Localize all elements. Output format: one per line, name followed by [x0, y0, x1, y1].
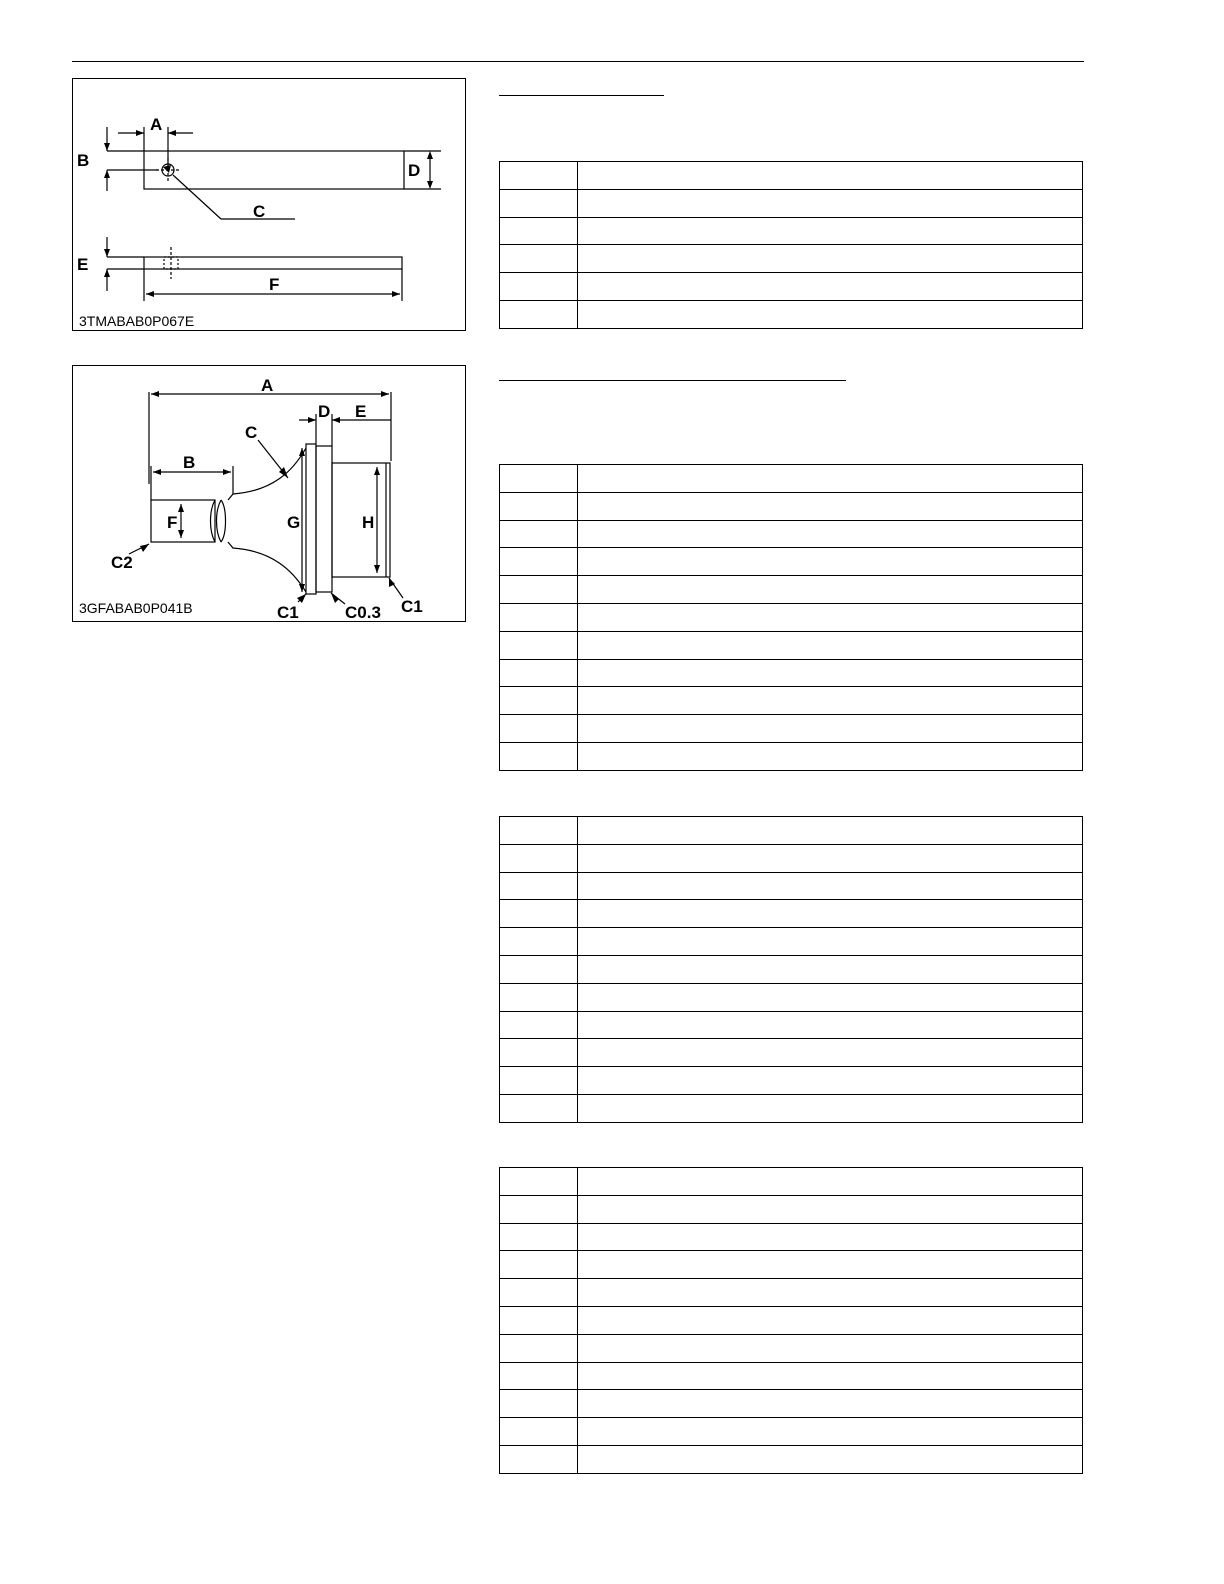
- table-row: [500, 1390, 1083, 1418]
- table-row: [500, 1223, 1083, 1251]
- fig2-label-c1-right: C1: [401, 597, 423, 616]
- table-cell-value: [578, 983, 1083, 1011]
- table-cell-value: [578, 520, 1083, 548]
- table-cell-label: [500, 817, 578, 845]
- figure-1-caption: 3TMABAB0P067E: [79, 313, 195, 329]
- fig1-label-f: F: [269, 275, 280, 294]
- table-cell-label: [500, 983, 578, 1011]
- table-row: [500, 245, 1083, 273]
- table-row: [500, 1094, 1083, 1122]
- table-row: [500, 189, 1083, 217]
- table-row: [500, 1445, 1083, 1473]
- table-cell-value: [578, 1362, 1083, 1390]
- table-cell-value: [578, 631, 1083, 659]
- table-cell-label: [500, 1306, 578, 1334]
- fig2-label-b: B: [183, 453, 196, 472]
- fig1-label-a: A: [150, 115, 163, 134]
- table-row: [500, 162, 1083, 190]
- fig2-label-c: C: [245, 423, 258, 442]
- table-row: [500, 1039, 1083, 1067]
- table-cell-value: [578, 1067, 1083, 1095]
- table-cell-value: [578, 1279, 1083, 1307]
- table-cell-value: [578, 492, 1083, 520]
- fig1-label-b: B: [77, 151, 90, 170]
- fig1-label-c: C: [253, 202, 266, 221]
- figure-1-drawing: [73, 79, 467, 332]
- table-cell-label: [500, 603, 578, 631]
- fig2-label-e: E: [355, 402, 367, 421]
- table-cell-value: [578, 1251, 1083, 1279]
- figure-1: [72, 78, 466, 331]
- table-cell-label: [500, 1390, 578, 1418]
- table-row: [500, 492, 1083, 520]
- table-cell-label: [500, 217, 578, 245]
- spec-table-3: [499, 816, 1083, 1123]
- table-cell-value: [578, 659, 1083, 687]
- table-cell-value: [578, 817, 1083, 845]
- table-row: [500, 1362, 1083, 1390]
- figure-2: [72, 365, 466, 622]
- table-row: [500, 1418, 1083, 1446]
- table-row: [500, 1306, 1083, 1334]
- table-cell-label: [500, 631, 578, 659]
- table-cell-label: [500, 928, 578, 956]
- table-cell-value: [578, 872, 1083, 900]
- table-row: [500, 955, 1083, 983]
- table-row: [500, 844, 1083, 872]
- table-cell-value: [578, 273, 1083, 301]
- table-cell-label: [500, 742, 578, 770]
- table-cell-label: [500, 1039, 578, 1067]
- table-cell-value: [578, 1195, 1083, 1223]
- table-cell-label: [500, 189, 578, 217]
- table-cell-value: [578, 217, 1083, 245]
- table-row: [500, 900, 1083, 928]
- table-row: [500, 548, 1083, 576]
- table-cell-value: [578, 576, 1083, 604]
- table-cell-label: [500, 844, 578, 872]
- table-row: [500, 1334, 1083, 1362]
- table-cell-value: [578, 1418, 1083, 1446]
- table-cell-value: [578, 900, 1083, 928]
- table-cell-label: [500, 465, 578, 493]
- table-cell-label: [500, 492, 578, 520]
- table-row: [500, 1195, 1083, 1223]
- table-cell-label: [500, 245, 578, 273]
- table-cell-label: [500, 872, 578, 900]
- table-row: [500, 928, 1083, 956]
- table-cell-value: [578, 928, 1083, 956]
- table-cell-label: [500, 715, 578, 743]
- table-cell-label: [500, 1334, 578, 1362]
- table-row: [500, 687, 1083, 715]
- table-row: [500, 631, 1083, 659]
- table-cell-value: [578, 162, 1083, 190]
- figure-2-caption: 3GFABAB0P041B: [79, 600, 193, 616]
- table-row: [500, 983, 1083, 1011]
- fig2-label-c03: C0.3: [345, 603, 381, 622]
- fig2-label-c1-left: C1: [277, 603, 299, 622]
- table-cell-value: [578, 1306, 1083, 1334]
- fig1-label-d: D: [408, 161, 421, 180]
- figure-2-drawing: [73, 366, 467, 623]
- table-cell-value: [578, 603, 1083, 631]
- table-cell-value: [578, 189, 1083, 217]
- table-cell-value: [578, 742, 1083, 770]
- fig2-label-a: A: [261, 376, 274, 395]
- fig1-label-e: E: [77, 255, 89, 274]
- table-row: [500, 465, 1083, 493]
- fig2-label-d: D: [318, 402, 331, 421]
- table-cell-label: [500, 1067, 578, 1095]
- table-cell-label: [500, 1011, 578, 1039]
- table-cell-label: [500, 1362, 578, 1390]
- table-cell-label: [500, 1223, 578, 1251]
- table-cell-value: [578, 1445, 1083, 1473]
- table-cell-value: [578, 300, 1083, 328]
- table-cell-label: [500, 273, 578, 301]
- fig2-label-f: F: [167, 513, 178, 532]
- table-cell-label: [500, 1251, 578, 1279]
- table-cell-value: [578, 1094, 1083, 1122]
- table-row: [500, 872, 1083, 900]
- table-cell-label: [500, 162, 578, 190]
- table-row: [500, 576, 1083, 604]
- section-1-heading-rule: [499, 95, 664, 96]
- table-row: [500, 300, 1083, 328]
- table-cell-value: [578, 1223, 1083, 1251]
- table-cell-value: [578, 245, 1083, 273]
- table-row: [500, 273, 1083, 301]
- table-row: [500, 659, 1083, 687]
- section-2-heading-rule: [499, 380, 846, 381]
- table-cell-value: [578, 548, 1083, 576]
- table-row: [500, 520, 1083, 548]
- spec-table-2: [499, 464, 1083, 771]
- table-row: [500, 1067, 1083, 1095]
- table-row: [500, 1011, 1083, 1039]
- table-cell-value: [578, 1168, 1083, 1196]
- table-cell-label: [500, 659, 578, 687]
- table-cell-value: [578, 1390, 1083, 1418]
- table-cell-label: [500, 520, 578, 548]
- table-cell-label: [500, 1279, 578, 1307]
- table-row: [500, 1251, 1083, 1279]
- table-cell-value: [578, 1039, 1083, 1067]
- table-cell-label: [500, 955, 578, 983]
- table-cell-label: [500, 1445, 578, 1473]
- table-cell-label: [500, 1418, 578, 1446]
- table-row: [500, 603, 1083, 631]
- table-cell-value: [578, 715, 1083, 743]
- table-cell-value: [578, 1011, 1083, 1039]
- fig2-label-h: H: [362, 513, 375, 532]
- table-cell-label: [500, 687, 578, 715]
- table-cell-value: [578, 955, 1083, 983]
- table-cell-label: [500, 900, 578, 928]
- table-cell-value: [578, 687, 1083, 715]
- table-row: [500, 742, 1083, 770]
- table-cell-label: [500, 1094, 578, 1122]
- top-rule: [72, 61, 1084, 62]
- table-cell-label: [500, 300, 578, 328]
- table-row: [500, 817, 1083, 845]
- spec-table-4: [499, 1167, 1083, 1474]
- table-cell-value: [578, 465, 1083, 493]
- table-cell-value: [578, 844, 1083, 872]
- table-row: [500, 715, 1083, 743]
- table-cell-label: [500, 1195, 578, 1223]
- table-row: [500, 217, 1083, 245]
- table-cell-label: [500, 1168, 578, 1196]
- table-cell-value: [578, 1334, 1083, 1362]
- table-row: [500, 1168, 1083, 1196]
- table-cell-label: [500, 548, 578, 576]
- fig2-label-c2: C2: [111, 553, 133, 572]
- table-cell-label: [500, 576, 578, 604]
- spec-table-1: [499, 161, 1083, 329]
- table-row: [500, 1279, 1083, 1307]
- fig2-label-g: G: [287, 513, 301, 532]
